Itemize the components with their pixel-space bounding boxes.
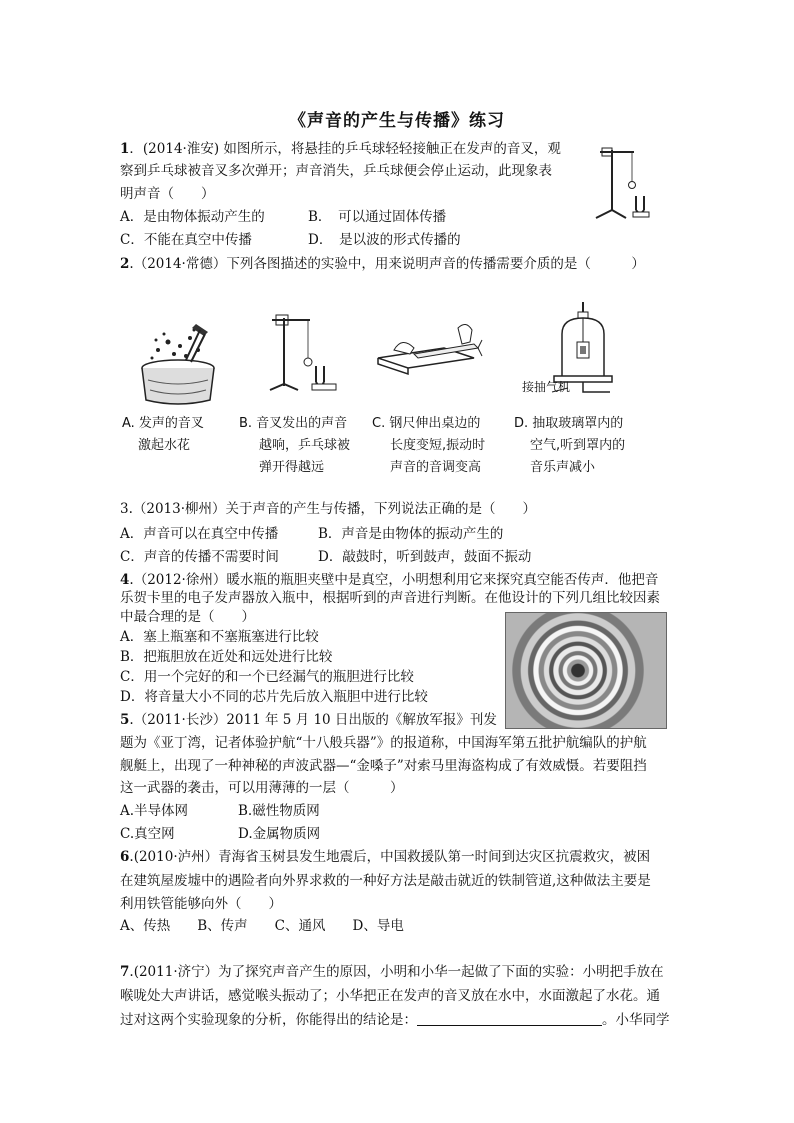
q5-line2: 题为《亚丁湾，记者体验护航“十八般兵器”》的报道称，中国海军第五批护航编队的护航 bbox=[120, 735, 647, 751]
q7-line2: 喉咙处大声讲话，感觉喉头振动了；小华把正在发声的音叉放在水中，水面激起了水花。通 bbox=[120, 988, 660, 1004]
q7-answer-blank[interactable] bbox=[417, 1011, 602, 1026]
q3-option-d: D．敲鼓时，听到鼓声，鼓面不振动 bbox=[318, 549, 532, 565]
q5-number: 5 bbox=[120, 712, 130, 728]
q4-option-b: B．把瓶胆放在近处和远处进行比较 bbox=[120, 649, 333, 665]
q2-figure-a-water-splash bbox=[128, 320, 228, 408]
q2-caption-c-line1: C. 钢尺伸出桌边的 bbox=[372, 416, 481, 431]
q2-number: 2 bbox=[120, 256, 130, 272]
q1-line3: 明声音（ ） bbox=[120, 186, 215, 202]
q6-line2: 在建筑屋废墟中的遇险者向外界求救的一种好方法是敲击就近的铁制管道,这种做法主要是 bbox=[120, 873, 651, 889]
q2-caption-b-line3: 弹开得越远 bbox=[259, 460, 325, 475]
q3-option-b: B．声音是由物体的振动产生的 bbox=[318, 526, 504, 542]
q6-number: 6 bbox=[120, 849, 130, 865]
q4-line3: 中最合理的是（ ） bbox=[120, 609, 255, 625]
q5-line4: 这一武器的袭击，可以用薄薄的一层（ ） bbox=[120, 780, 404, 796]
q5-line1: 5.（2011·长沙）2011 年 5 月 10 日出版的《解放军报》刊发 bbox=[120, 712, 497, 728]
q7-line1: 7.(2011·济宁）为了探究声音产生的原因，小明和小华一起做了下面的实验：小明把手放在 bbox=[120, 964, 664, 980]
q2-caption-b-line2: 越响，乒乓球被 bbox=[259, 438, 351, 453]
q2-line1: 2.（2014·常德）下列各图描述的实验中，用来说明声音的传播需要介质的是（ ） bbox=[120, 256, 645, 272]
q1-number: 1 bbox=[120, 141, 130, 157]
q4-line1: 4.（2012·徐州）暖水瓶的瓶胆夹壁中是真空，小明想利用它来探究真空能否传声．他把音 bbox=[120, 572, 659, 588]
q4-option-a: A．塞上瓶塞和不塞瓶塞进行比较 bbox=[120, 629, 319, 645]
q1-line2: 察到乒乓球被音叉多次弹开；声音消失，乒乓球便会停止运动，此现象表 bbox=[120, 163, 552, 179]
sound-weapon-photo bbox=[505, 612, 667, 729]
q1-tuning-fork-figure bbox=[592, 140, 662, 222]
q2-caption-d-line2: 空气,听到罩内的 bbox=[530, 438, 626, 453]
q5-option-d: D.金属物质网 bbox=[238, 826, 321, 842]
q1-option-d: D． 是以波的形式传播的 bbox=[308, 232, 461, 248]
q1-option-b: B． 可以通过固体传播 bbox=[308, 209, 447, 225]
q2-figure-b-tuning-fork bbox=[262, 310, 352, 395]
q2-caption-a-line2: 激起水花 bbox=[138, 438, 191, 453]
q4-number: 4 bbox=[120, 572, 130, 588]
q4-option-d: D．将音量大小不同的芯片先后放入瓶胆中进行比较 bbox=[120, 689, 428, 705]
q7-number: 7 bbox=[120, 964, 130, 980]
q1-option-c: C．不能在真空中传播 bbox=[120, 232, 252, 248]
q2-caption-d-line3: 音乐声减小 bbox=[530, 460, 596, 475]
q3-option-a: A．声音可以在真空中传播 bbox=[120, 526, 279, 542]
q5-option-b: B.磁性物质网 bbox=[238, 803, 320, 819]
q2-caption-c-line3: 声音的音调变高 bbox=[390, 460, 482, 475]
q7-line3: 过对这两个实验现象的分析，你能得出的结论是： 。小华同学 bbox=[120, 1012, 670, 1028]
q4-line2: 乐贺卡里的电子发声器放入瓶中，根据听到的声音进行判断。在他设计的下列几组比较因素 bbox=[120, 590, 660, 606]
q6-line1: 6.(2010·泸州）青海省玉树县发生地震后，中国救援队第一时间到达灾区抗震救灾，被困 bbox=[120, 849, 651, 865]
q5-option-c: C.真空网 bbox=[120, 826, 175, 842]
q6-options: A、传热 B、传声 C、通风 D、导电 bbox=[120, 918, 404, 934]
q1-line1: 1．(2014·淮安) 如图所示，将悬挂的乒乓球轻轻接触正在发声的音叉，观 bbox=[120, 141, 561, 157]
q2-pump-label: 接抽气机 bbox=[522, 380, 571, 394]
q2-caption-a-line1: A. 发声的音叉 bbox=[122, 416, 204, 431]
q2-caption-c-line2: 长度变短,振动时 bbox=[390, 438, 486, 453]
q5-option-a: A.半导体网 bbox=[120, 803, 189, 819]
q1-option-a: A．是由物体振动产生的 bbox=[120, 209, 265, 225]
q3-line1: 3.（2013·柳州）关于声音的产生与传播，下列说法正确的是（ ） bbox=[120, 501, 537, 517]
q6-line3: 利用铁管能够向外（ ） bbox=[120, 896, 282, 912]
q3-option-c: C．声音的传播不需要时间 bbox=[120, 549, 279, 565]
q2-caption-b-line1: B. 音叉发出的声音 bbox=[239, 416, 348, 431]
q4-option-c: C．用一个完好的和一个已经漏气的瓶胆进行比较 bbox=[120, 669, 414, 685]
q2-caption-d-line1: D. 抽取玻璃罩内的 bbox=[514, 416, 624, 431]
q2-figure-c-ruler bbox=[374, 318, 484, 388]
page-title: 《声音的产生与传播》练习 bbox=[289, 111, 505, 131]
q5-line3: 舰艇上，出现了一种神秘的声波武器—“金嗓子”对索马里海盗构成了有效威慑。若要阻挡 bbox=[120, 758, 647, 774]
